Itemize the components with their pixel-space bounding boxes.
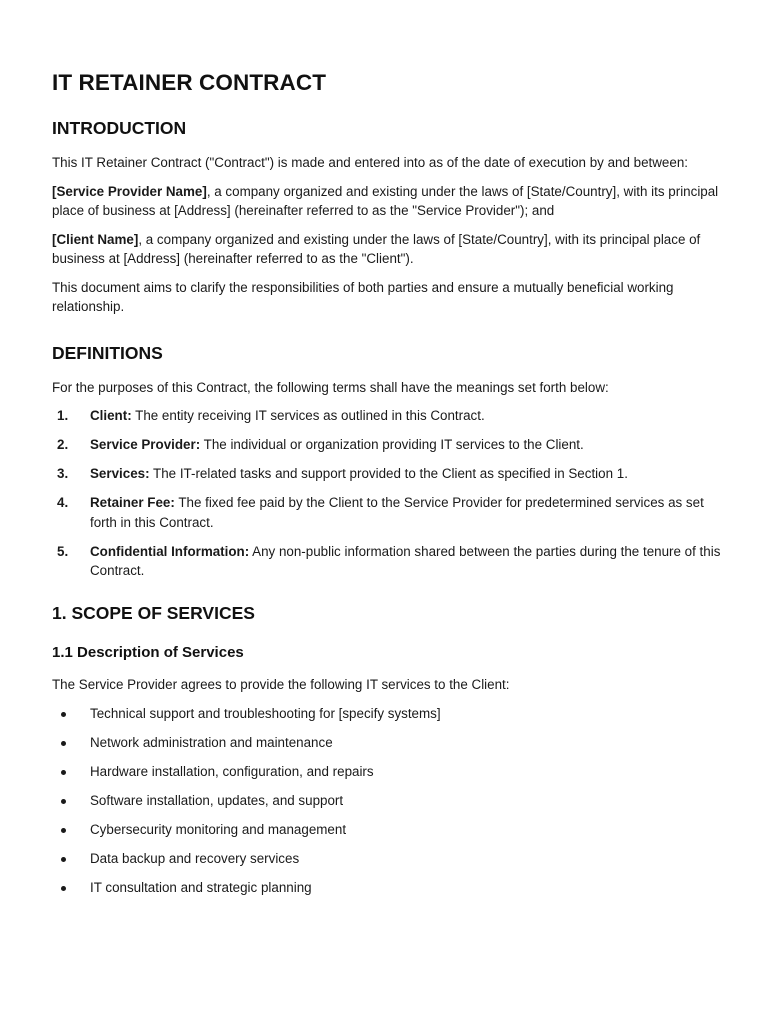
bullet-icon (61, 741, 66, 746)
definition-item (52, 464, 722, 484)
definition-text: The IT-related tasks and support provided to the Client as specified in Section 1. (149, 466, 628, 481)
introduction-heading: INTRODUCTION (52, 118, 187, 138)
service-item-text: Hardware installation, configuration, and repairs (90, 763, 374, 779)
service-item-text: Software installation, updates, and support (90, 792, 344, 808)
client-description: , a company organized and existing under the laws of [State/Country], with its principal place of business at [Address] (hereinafter referred to as the "Client"). (52, 231, 701, 266)
definition-number: 5. (57, 543, 69, 559)
definition-term: Services: (90, 466, 150, 481)
scope-intro: The Service Provider agrees to provide the following IT services to the Client: (52, 677, 510, 692)
introduction-paragraph-2 (52, 182, 722, 221)
service-provider-description: , a company organized and existing under the laws of [State/Country], with its principal place of business at [Address] (hereinafter referred to as the "Service Provider"); and (52, 183, 719, 218)
definition-text: The entity receiving IT services as outlined in this Contract. (131, 408, 485, 423)
service-item-text: Cybersecurity monitoring and management (90, 821, 347, 837)
definition-term: Retainer Fee: (90, 495, 175, 510)
services-list (52, 704, 722, 898)
definitions-heading: DEFINITIONS (52, 342, 163, 363)
document-title: IT RETAINER CONTRACT (52, 70, 327, 95)
bullet-icon (61, 857, 66, 862)
definition-number: 3. (57, 466, 69, 481)
scope-heading: 1. SCOPE OF SERVICES (52, 603, 255, 623)
service-item-text: Data backup and recovery services (90, 850, 300, 866)
definition-text: Any non-public information shared between the parties during the tenure of this Contract. (90, 543, 721, 578)
introduction-section (52, 118, 722, 317)
bullet-icon (61, 712, 66, 717)
document-page (52, 70, 722, 907)
bullet-icon (61, 828, 66, 833)
definition-text: The individual or organization providing IT services to the Client. (200, 437, 584, 452)
service-provider-name-placeholder: [Service Provider Name] (52, 183, 207, 199)
definition-number: 2. (57, 437, 69, 452)
scope-subheading: 1.1 Description of Services (52, 644, 244, 661)
service-item (52, 762, 722, 782)
definitions-section (52, 343, 722, 581)
definition-text: The fixed fee paid by the Client to the Service Provider for predetermined services as set forth in this Contract. (90, 495, 704, 530)
client-name-placeholder: [Client Name] (52, 231, 139, 247)
bullet-icon (61, 799, 66, 804)
service-item-text: Network administration and maintenance (90, 734, 333, 750)
introduction-paragraph-1: This IT Retainer Contract ("Contract") is made and entered into as of the date of execution by and between: (52, 155, 688, 170)
definitions-intro: For the purposes of this Contract, the following terms shall have the meanings set forth below: (52, 379, 609, 395)
service-item (52, 878, 722, 898)
introduction-paragraph-4: This document aims to clarify the responsibilities of both parties and ensure a mutually beneficial working relationship. (52, 279, 674, 314)
definition-number: 1. (57, 408, 69, 423)
service-item (52, 704, 722, 724)
definition-item (52, 435, 722, 455)
service-item (52, 849, 722, 869)
bullet-icon (61, 886, 66, 891)
service-item (52, 733, 722, 753)
service-item (52, 820, 722, 840)
bullet-icon (61, 770, 66, 775)
service-item-text: IT consultation and strategic planning (90, 879, 312, 895)
definition-term: Service Provider: (90, 437, 201, 452)
introduction-paragraph-3 (52, 230, 722, 269)
service-item (52, 791, 722, 811)
definition-term: Confidential Information: (90, 543, 250, 559)
definition-item (52, 406, 722, 426)
definition-item (52, 493, 722, 532)
definition-item (52, 542, 722, 581)
definition-number: 4. (57, 495, 69, 510)
scope-section (52, 603, 722, 897)
definition-term: Client: (90, 408, 132, 423)
service-item-text: Technical support and troubleshooting for [specify systems] (90, 705, 441, 721)
definitions-list (52, 406, 722, 581)
